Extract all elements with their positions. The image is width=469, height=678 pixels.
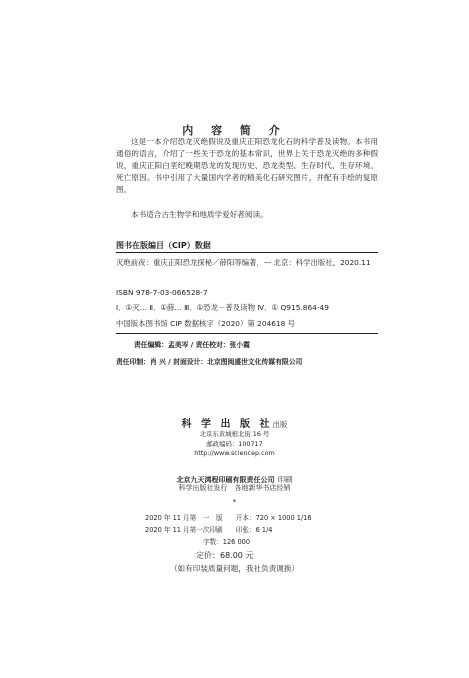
cip-header: 图书在版编目（CIP）数据 [116,241,211,250]
intro-title: 内 容 简 介 [182,124,287,137]
separator-star: * [232,498,237,506]
price-line: 定价：68.00 元 [196,551,254,560]
printing-line: 2020 年 11 月第一次印刷 印张：6 1/4 [145,526,273,534]
cip-title-line: 灭绝前夜：重庆正阳恐龙探秘／薛阳等编著．— 北京：科学出版社，2020.11 [116,258,371,267]
publisher-address: 北京东黄城根北街 16 号 [199,430,270,438]
cip-bottom-rule [116,333,378,334]
edition-line: 2020 年 11 月第 一 版 开本：720 × 1000 1/16 [145,514,312,522]
publisher-website: http://www.sciencep.com [194,449,275,457]
cip-classification: Ⅰ．①灭… Ⅱ．①薛… Ⅲ．①恐龙－普及读物 Ⅳ．① Q915.864-49 [116,303,329,312]
cip-number: 中国版本图书馆 CIP 数据核字（2020）第 204618 号 [116,319,296,328]
publisher-postcode: 邮政编码：100717 [206,440,263,448]
production-credits: 责任印制：肖 兴 / 封面设计：北京图阅盛世文化传媒有限公司 [116,358,303,366]
intro-audience-paragraph: 本书适合古生物学和地质学爱好者阅读。 [131,210,268,219]
printer-suffix: 印刷 [277,475,293,484]
intro-paragraph: 这是一本介绍恐龙灭绝假说及重庆正阳恐龙化石的科学普及读物。本书用通俗的语言，介绍了一些关于恐龙的基本常识，世界上关于恐龙灭绝的多种假说，重庆正阳白垩纪晚期恐龙的发现历史、恐龙类型、生存时代、生存环境、死亡原因。书中引用了大量国内学者的精美化石研究图片，并配有手绘的复原图。 [116,137,378,194]
cip-top-rule [116,252,378,253]
cip-isbn: ISBN 978-7-03-066528-7 [116,288,208,297]
quality-notice: （如有印装质量问题，我社负责调换） [169,564,300,573]
printer-name: 北京九天鸿程印刷有限责任公司 [176,475,275,484]
editor-credits: 责任编辑：孟美岑 / 责任校对：张小霞 [134,341,250,349]
distribution-line: 科学出版社发行 各地新华书店经销 [178,484,291,492]
publisher-name: 科 学 出 版 社 [181,419,273,430]
publisher-suffix: 出版 [272,420,288,429]
wordcount-line: 字数：126 000 [203,538,251,546]
